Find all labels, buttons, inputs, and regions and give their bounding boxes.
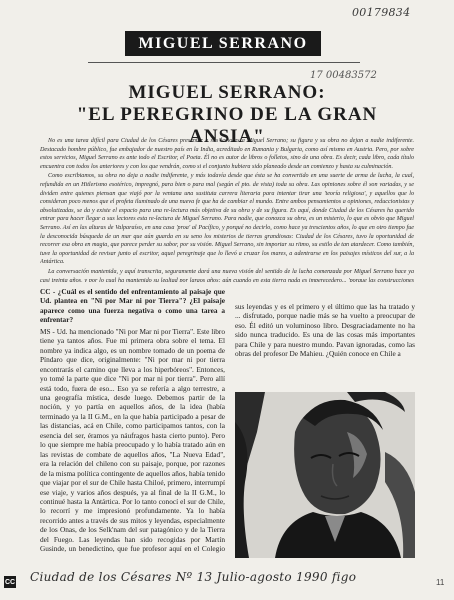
intro-paragraphs bbox=[40, 137, 414, 282]
handwritten-source-note: Ciudad de los Césares Nº 13 Julio-agosto 1990 figo bbox=[30, 570, 357, 584]
intro-paragraph: Como escribiamos, su obra no deja a nadie indiferente, y más todavía desde que ésta se ha convertido en una suerte de arma de lucha, la cual, refundida en un Hitlerismo esotérico, impregnó, para bien o para mal (según el pto. de vista) toda su obra. Las opiniones sobre él son variadas, y se dividen entre quienes piensan que viajó por la ventana una sustituta carrera literaria para intentar tirar una 'teoría religiosa', y aquellos que lo consideran poco menos que el profeta iluminado de una nueva fe que ha de cambiar el mundo. Entre ambos pensamientos a opiniones, reduccionistas y absolutizadas, se da y existe el espacio para una re-lectura más objetiva de su obra y de su figura. Es aquí, donde Ciudad de los Césares ha querido entrar para hacer llegar a sus lectores esta re-lectura de Miguel Serrano. Para nadie, que conozca su obra, es un misterio, lo que es obvio que Miguel Serrano. Así en las alturas de Valparaíso, en una casa 'proa' al Pacífico, y porqué no decirlo, como hace ya trescientos años, lo que en otro tiempo fue la desconocida búsqueda de un mar que aún guarda en su seno los misterios de tierras grandiosas: Ciudad de los Césares, tuvo la oportunidad de recorrer esa obra en magia, que parece perder su sabor, por su visión. Miguel Serrano, sin importar su ritmo, su estilo de tan atardecer. Como también, tuve la oportunidad de revisar junto al escritor, aquel peregrinaje que lo llevó a cruzar los mares, a adentrarse en los paisajes místicos del sur, a la Antártica. bbox=[40, 173, 414, 266]
intro-paragraph: La conversación mantenida, y aquí transcrita, seguramente dará una nueva visión del sentido de la lucha comenzada por Miguel Serrano hace ya casi treinta años, y por lo cual ha mantenido su lealtad por largos años; aún cuando en esta tierra nada es imperecedero... 'porque las construcciones bbox=[40, 268, 414, 282]
archive-number-annotation: 00179834 bbox=[352, 6, 411, 19]
cc-badge: CC bbox=[4, 576, 16, 588]
portrait-image bbox=[235, 392, 415, 558]
page-number: 11 bbox=[436, 578, 445, 587]
interview-right-column bbox=[235, 302, 415, 390]
banner-divider bbox=[88, 62, 360, 63]
section-banner bbox=[125, 31, 321, 56]
interview-question: CC - ¿Cuál es el sentido del enfrentamiento al paisaje que Ud. plantea en "Ni por Mar ni por Tierra"? ¿El paisaje aparece como una fuerza negativa o como una tarea a enfrentar? bbox=[40, 287, 225, 325]
archive-number-annotation-2: 17 00483572 bbox=[310, 70, 377, 81]
section-banner-label: MIGUEL SERRANO bbox=[138, 34, 308, 52]
interview-answer-continued: sus leyendas y es el primero y el último que las ha tratado y ... disfrutado, porque nadie más se ha vuelto a preocupar de eso. Él editó un voluminoso libro. Desgraciadamente no ha sido nunca traducido. Es una de las cosas más importantes para Chile y para nuestro mundo. Pavan ignoradas, como las obras del profesor De Mahieu. ¿Quién conoce en Chile a bbox=[235, 302, 415, 359]
author-portrait-photo bbox=[235, 392, 415, 558]
interview-answer: MS - Ud. ha mencionado "Ni por Mar ni por Tierra". Este libro tiene ya tantos años. Fue mi primera obra sobre el tema. El nombre ya indica algo, es un nombre tomado de un poema de Píndaro que dice, originalmente: "Ni por mar ni por tierra encontrarás el camino que lleva a los hiperbóreos". Entonces, yo tomé la parte que dice "Ni por mar ni por tierra". Pero allí está todo, fuera de eso... Eso ya se refería a algo terrestre, a una geografía mística, desde luego. Debemos partir de la noción, y yo partía en aquellos años, de la idea (había terminado ya la II G.M., en la que había participado a pesar de las distancias, acá en Chile, como participamos tantos, con la esencia del ser, éramos ya náufragos hasta cierto punto). Pero lo que siempre me había preocupado y lo había tratado aún en las revistas de combate de aquellos años, "La Nueva Edad", era la relación del chileno con su paisaje, porque, por razones de la misma política contingente de aquellos años, había tenido que viajar por el sur de Chile hasta Chiloé, primero, interrumpí ese viaje, y varios años después, ya al final de la II G.M., lo continué hasta la Antártica. Por lo tanto conocí el sur de Chile, lo recorrí y me impresionó profundamente. Ya lo había recorrido antes a través de sus mitos y leyendas, especialmente de los Onas, de los Selk'nam del sur patagónico y de la Tierra del Fuego. Las leyendas han sido recogidas por Martín Gusinde, un benedictino, que fue profesor aquí en el Colegio bbox=[40, 326, 225, 554]
intro-paragraph: No es una tarea difícil para Ciudad de los Césares presentar a sus lectores a Miguel Serrano; su figura y su obra no dejan a nadie indiferente. Destacado hombre público, fue embajador de nuestro país en la India, acreditado en Rumania y Bulgaria, como así mismo en Austria. Pero, por sobre estos servicios, Miguel Serrano es ante todo el Escritor, el Poeta. Él no es autor de libros o folletos, sino de una obra. Es decir, cada libro, cada título encuentra con todos los anteriores y con los que vendrán, como si el conjunto hubiera sido planeado desde un comienzo y hasta su culminación. bbox=[40, 138, 414, 170]
interview-left-column bbox=[40, 287, 225, 555]
article-title-line-2: "EL PEREGRINO DE LA GRAN ANSIA" bbox=[76, 104, 378, 147]
article-title-line-1: MIGUEL SERRANO: bbox=[128, 82, 326, 103]
